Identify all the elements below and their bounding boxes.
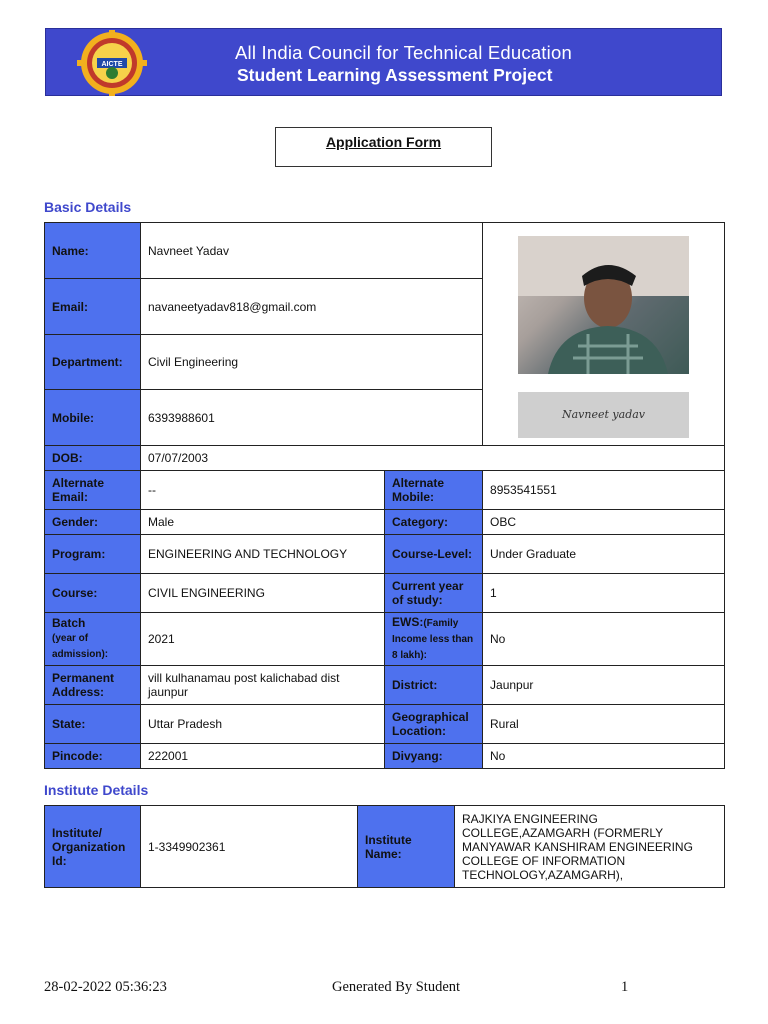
form-title: Application Form bbox=[325, 134, 442, 150]
batch-label bbox=[45, 613, 141, 666]
course-level-value: Under Graduate bbox=[483, 535, 725, 574]
batch-label-main: Batch bbox=[52, 616, 86, 630]
ews-value: No bbox=[483, 613, 725, 666]
geo-location-label: Geographical Location: bbox=[385, 705, 483, 744]
alt-mobile-value: 8953541551 bbox=[483, 471, 725, 510]
basic-details-table bbox=[44, 222, 725, 769]
name-label: Name: bbox=[45, 223, 141, 279]
course-label: Course: bbox=[45, 574, 141, 613]
ews-label bbox=[385, 613, 483, 666]
district-label: District: bbox=[385, 666, 483, 705]
department-label: Department: bbox=[45, 335, 141, 390]
divyang-value: No bbox=[483, 744, 725, 769]
batch-value: 2021 bbox=[141, 613, 385, 666]
batch-label-sub: (year of admission): bbox=[52, 633, 109, 660]
footer-page-number: 1 bbox=[621, 979, 629, 995]
program-label: Program: bbox=[45, 535, 141, 574]
person-photo-icon bbox=[518, 236, 689, 374]
alt-email-label: Alternate Email: bbox=[45, 471, 141, 510]
course-value: CIVIL ENGINEERING bbox=[141, 574, 385, 613]
geo-location-value: Rural bbox=[483, 705, 725, 744]
gender-label: Gender: bbox=[45, 510, 141, 535]
pincode-value: 222001 bbox=[141, 744, 385, 769]
institute-details-heading: Institute Details bbox=[44, 782, 149, 798]
current-year-value: 1 bbox=[483, 574, 725, 613]
logo-text: AICTE bbox=[101, 61, 123, 68]
state-value: Uttar Pradesh bbox=[141, 705, 385, 744]
header-banner bbox=[45, 28, 722, 96]
form-title-box bbox=[275, 127, 492, 167]
institute-name-value: RAJKIYA ENGINEERING COLLEGE,AZAMGARH (FORMERLY MANYAWAR KANSHIRAM ENGINEERING COLLEGE OF INFORMATION TECHNOLOGY,AZAMGARH), bbox=[455, 806, 725, 888]
pincode-label: Pincode: bbox=[45, 744, 141, 769]
gender-value: Male bbox=[141, 510, 385, 535]
alt-mobile-label: Alternate Mobile: bbox=[385, 471, 483, 510]
email-value: navaneetyadav818@gmail.com bbox=[141, 279, 483, 335]
divyang-label: Divyang: bbox=[385, 744, 483, 769]
footer-generated: Generated By Student bbox=[332, 979, 461, 995]
address-value: vill kulhanamau post kalichabad dist jaunpur bbox=[141, 666, 385, 705]
institute-id-value: 1-3349902361 bbox=[141, 806, 358, 888]
state-label: State: bbox=[45, 705, 141, 744]
program-value: ENGINEERING AND TECHNOLOGY bbox=[141, 535, 385, 574]
department-value: Civil Engineering bbox=[141, 335, 483, 390]
basic-details-heading: Basic Details bbox=[44, 199, 132, 215]
ews-label-main: EWS: bbox=[392, 615, 424, 629]
current-year-label: Current year of study: bbox=[385, 574, 483, 613]
footer-timestamp: 28-02-2022 05:36:23 bbox=[44, 979, 167, 995]
signature-image: Navneet yadav bbox=[518, 392, 689, 438]
project-title: Student Learning Assessment Project bbox=[237, 65, 553, 85]
district-value: Jaunpur bbox=[483, 666, 725, 705]
photo-cell bbox=[483, 223, 725, 446]
course-level-label: Course-Level: bbox=[385, 535, 483, 574]
name-value: Navneet Yadav bbox=[141, 223, 483, 279]
aicte-logo-icon bbox=[62, 30, 164, 96]
address-label: Permanent Address: bbox=[45, 666, 141, 705]
org-title: All India Council for Technical Education bbox=[235, 42, 572, 63]
student-photo bbox=[518, 236, 689, 374]
institute-id-label: Institute/ Organization Id: bbox=[45, 806, 141, 888]
mobile-label: Mobile: bbox=[45, 390, 141, 446]
alt-email-value: -- bbox=[141, 471, 385, 510]
category-label: Category: bbox=[385, 510, 483, 535]
dob-value: 07/07/2003 bbox=[141, 446, 725, 471]
mobile-value: 6393988601 bbox=[141, 390, 483, 446]
institute-details-table bbox=[44, 805, 725, 888]
ews-label-sub: (Family Income less than 8 lakh): bbox=[392, 618, 474, 661]
category-value: OBC bbox=[483, 510, 725, 535]
dob-label: DOB: bbox=[45, 446, 141, 471]
institute-name-label: Institute Name: bbox=[358, 806, 455, 888]
email-label: Email: bbox=[45, 279, 141, 335]
